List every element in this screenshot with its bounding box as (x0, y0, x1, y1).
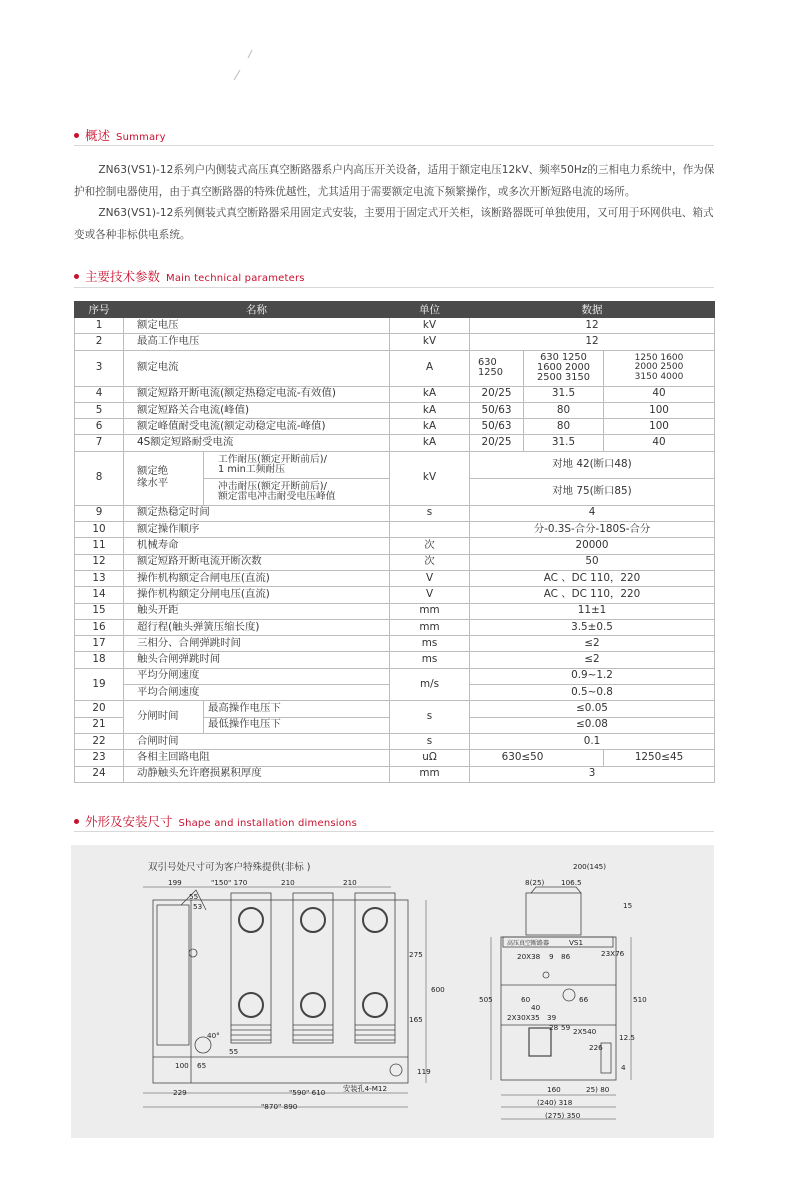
table-row: 6 额定峰值耐受电流(额定动稳定电流-峰值) kA 50/63 80 100 (75, 419, 715, 435)
table-row: 14 操作机构额定分闸电压(直流) V AC 、DC 110，220 (75, 587, 715, 603)
params-title-en: Main technical parameters (166, 273, 305, 284)
params-heading (74, 267, 305, 285)
dimension-drawing: 双引号处尺寸可为客户特殊提供(非标 ) 199 "150" 170 210 210 55 53 275 600 165 40° 55 65 100 119 229 "590" 610 安装孔4-M12 "870" 890 200(145) 8(25) 106.5 15 高压真空断路器 VS1 20X38 9 86 23X76 505 510 60 40 66 2X30X35 39 28 59 2X540 12.5 226 4 160 25) 80 (240) 318 (275) 350 (71, 845, 714, 1138)
parameters-table (74, 301, 715, 783)
bullet-dot-icon (74, 133, 79, 138)
breaker-drawing-svg (71, 845, 714, 1138)
table-row: 13 操作机构额定合闸电压(直流) V AC 、DC 110，220 (75, 570, 715, 586)
summary-title-en: Summary (116, 132, 166, 143)
table-row: 7 4S额定短路耐受电流 kA 20/25 31.5 40 (75, 435, 715, 451)
decorative-strokes (230, 48, 260, 88)
table-row: 4 额定短路开断电流(额定热稳定电流-有效值) kA 20/25 31.5 40 (75, 386, 715, 402)
table-row: 3 额定电流 A 630 1250 630 1250 1600 2000 2500 3150 1250 1600 2000 2500 3150 4000 (75, 350, 715, 386)
params-divider (74, 287, 714, 288)
header-unit: 单位 (390, 302, 470, 318)
drawing-caption: 双引号处尺寸可为客户特殊提供(非标 ) (148, 862, 311, 873)
header-no: 序号 (75, 302, 124, 318)
table-row: 2 最高工作电压 kV 12 (75, 334, 715, 350)
table-row: 23 各相主回路电阻 uΩ 630≤50 1250≤45 (75, 750, 715, 766)
params-title-cn: 主要技术参数 (85, 269, 161, 284)
table-row: 平均合闸速度 0.5~0.8 (75, 685, 715, 701)
pole-1 (231, 893, 271, 1043)
summary-divider (74, 145, 714, 146)
table-row: 22 合闸时间 s 0.1 (75, 733, 715, 749)
header-data: 数据 (470, 302, 715, 318)
table-row: 9 额定热稳定时间 s 4 (75, 505, 715, 521)
shape-divider (74, 831, 714, 832)
table-row: 12 额定短路开断电流开断次数 次 50 (75, 554, 715, 570)
table-row: 1 额定电压 kV 12 (75, 318, 715, 334)
table-row: 17 三相分、合闸弹跳时间 ms ≤2 (75, 636, 715, 652)
summary-paragraph-2: ZN63(VS1)-12系列侧装式真空断路器采用固定式安装，主要用于固定式开关柜，该断路器既可单独使用，又可用于环网供电、箱式变或各种非标供电系统。 (74, 207, 714, 241)
table-row: 18 触头合闸弹跳时间 ms ≤2 (75, 652, 715, 668)
table-row: 8 额定绝 缘水平 工作耐压(额定开断前后)/ 1 min工频耐压 kV 对地 42(断口48) (75, 451, 715, 478)
summary-text (74, 160, 724, 246)
summary-paragraph-1: ZN63(VS1)-12系列户内侧装式高压真空断路器系户内高压开关设备，适用于额定电压12kV、频率50Hz的三相电力系统中，作为保护和控制电器使用，由于真空断路器的特殊优越性，尤其适用于需要额定电流下频繁操作，或多次开断短路电流的场所。 (74, 164, 715, 198)
table-row: 19 平均分闸速度 m/s 0.9~1.2 (75, 668, 715, 684)
table-row: 冲击耐压(额定开断前后)/ 额定雷电冲击耐受电压峰值 对地 75(断口85) (75, 478, 715, 505)
summary-heading (74, 126, 166, 144)
table-row: 20 分闸时间 最高操作电压下 s ≤0.05 (75, 701, 715, 717)
shape-title-cn: 外形及安装尺寸 (85, 814, 173, 829)
table-row: 16 超行程(触头弹簧压缩长度) mm 3.5±0.5 (75, 619, 715, 635)
shape-title-en: Shape and installation dimensions (178, 818, 358, 829)
bullet-dot-icon (74, 819, 79, 824)
table-row: 24 动静触头允许磨损累积厚度 mm 3 (75, 766, 715, 782)
shape-heading (74, 812, 357, 830)
bullet-dot-icon (74, 274, 79, 279)
table-row: 11 机械寿命 次 20000 (75, 538, 715, 554)
table-row: 5 额定短路关合电流(峰值) kA 50/63 80 100 (75, 402, 715, 418)
header-name: 名称 (124, 302, 390, 318)
pole-2 (293, 893, 333, 1043)
table-row: 10 额定操作顺序 分-0.3S-合分-180S-合分 (75, 522, 715, 538)
pole-3 (355, 893, 395, 1043)
table-row: 15 触头开距 mm 11±1 (75, 603, 715, 619)
summary-title-cn: 概述 (85, 128, 111, 143)
table-row: 21 最低操作电压下 ≤0.08 (75, 717, 715, 733)
table-header-row (75, 302, 715, 318)
